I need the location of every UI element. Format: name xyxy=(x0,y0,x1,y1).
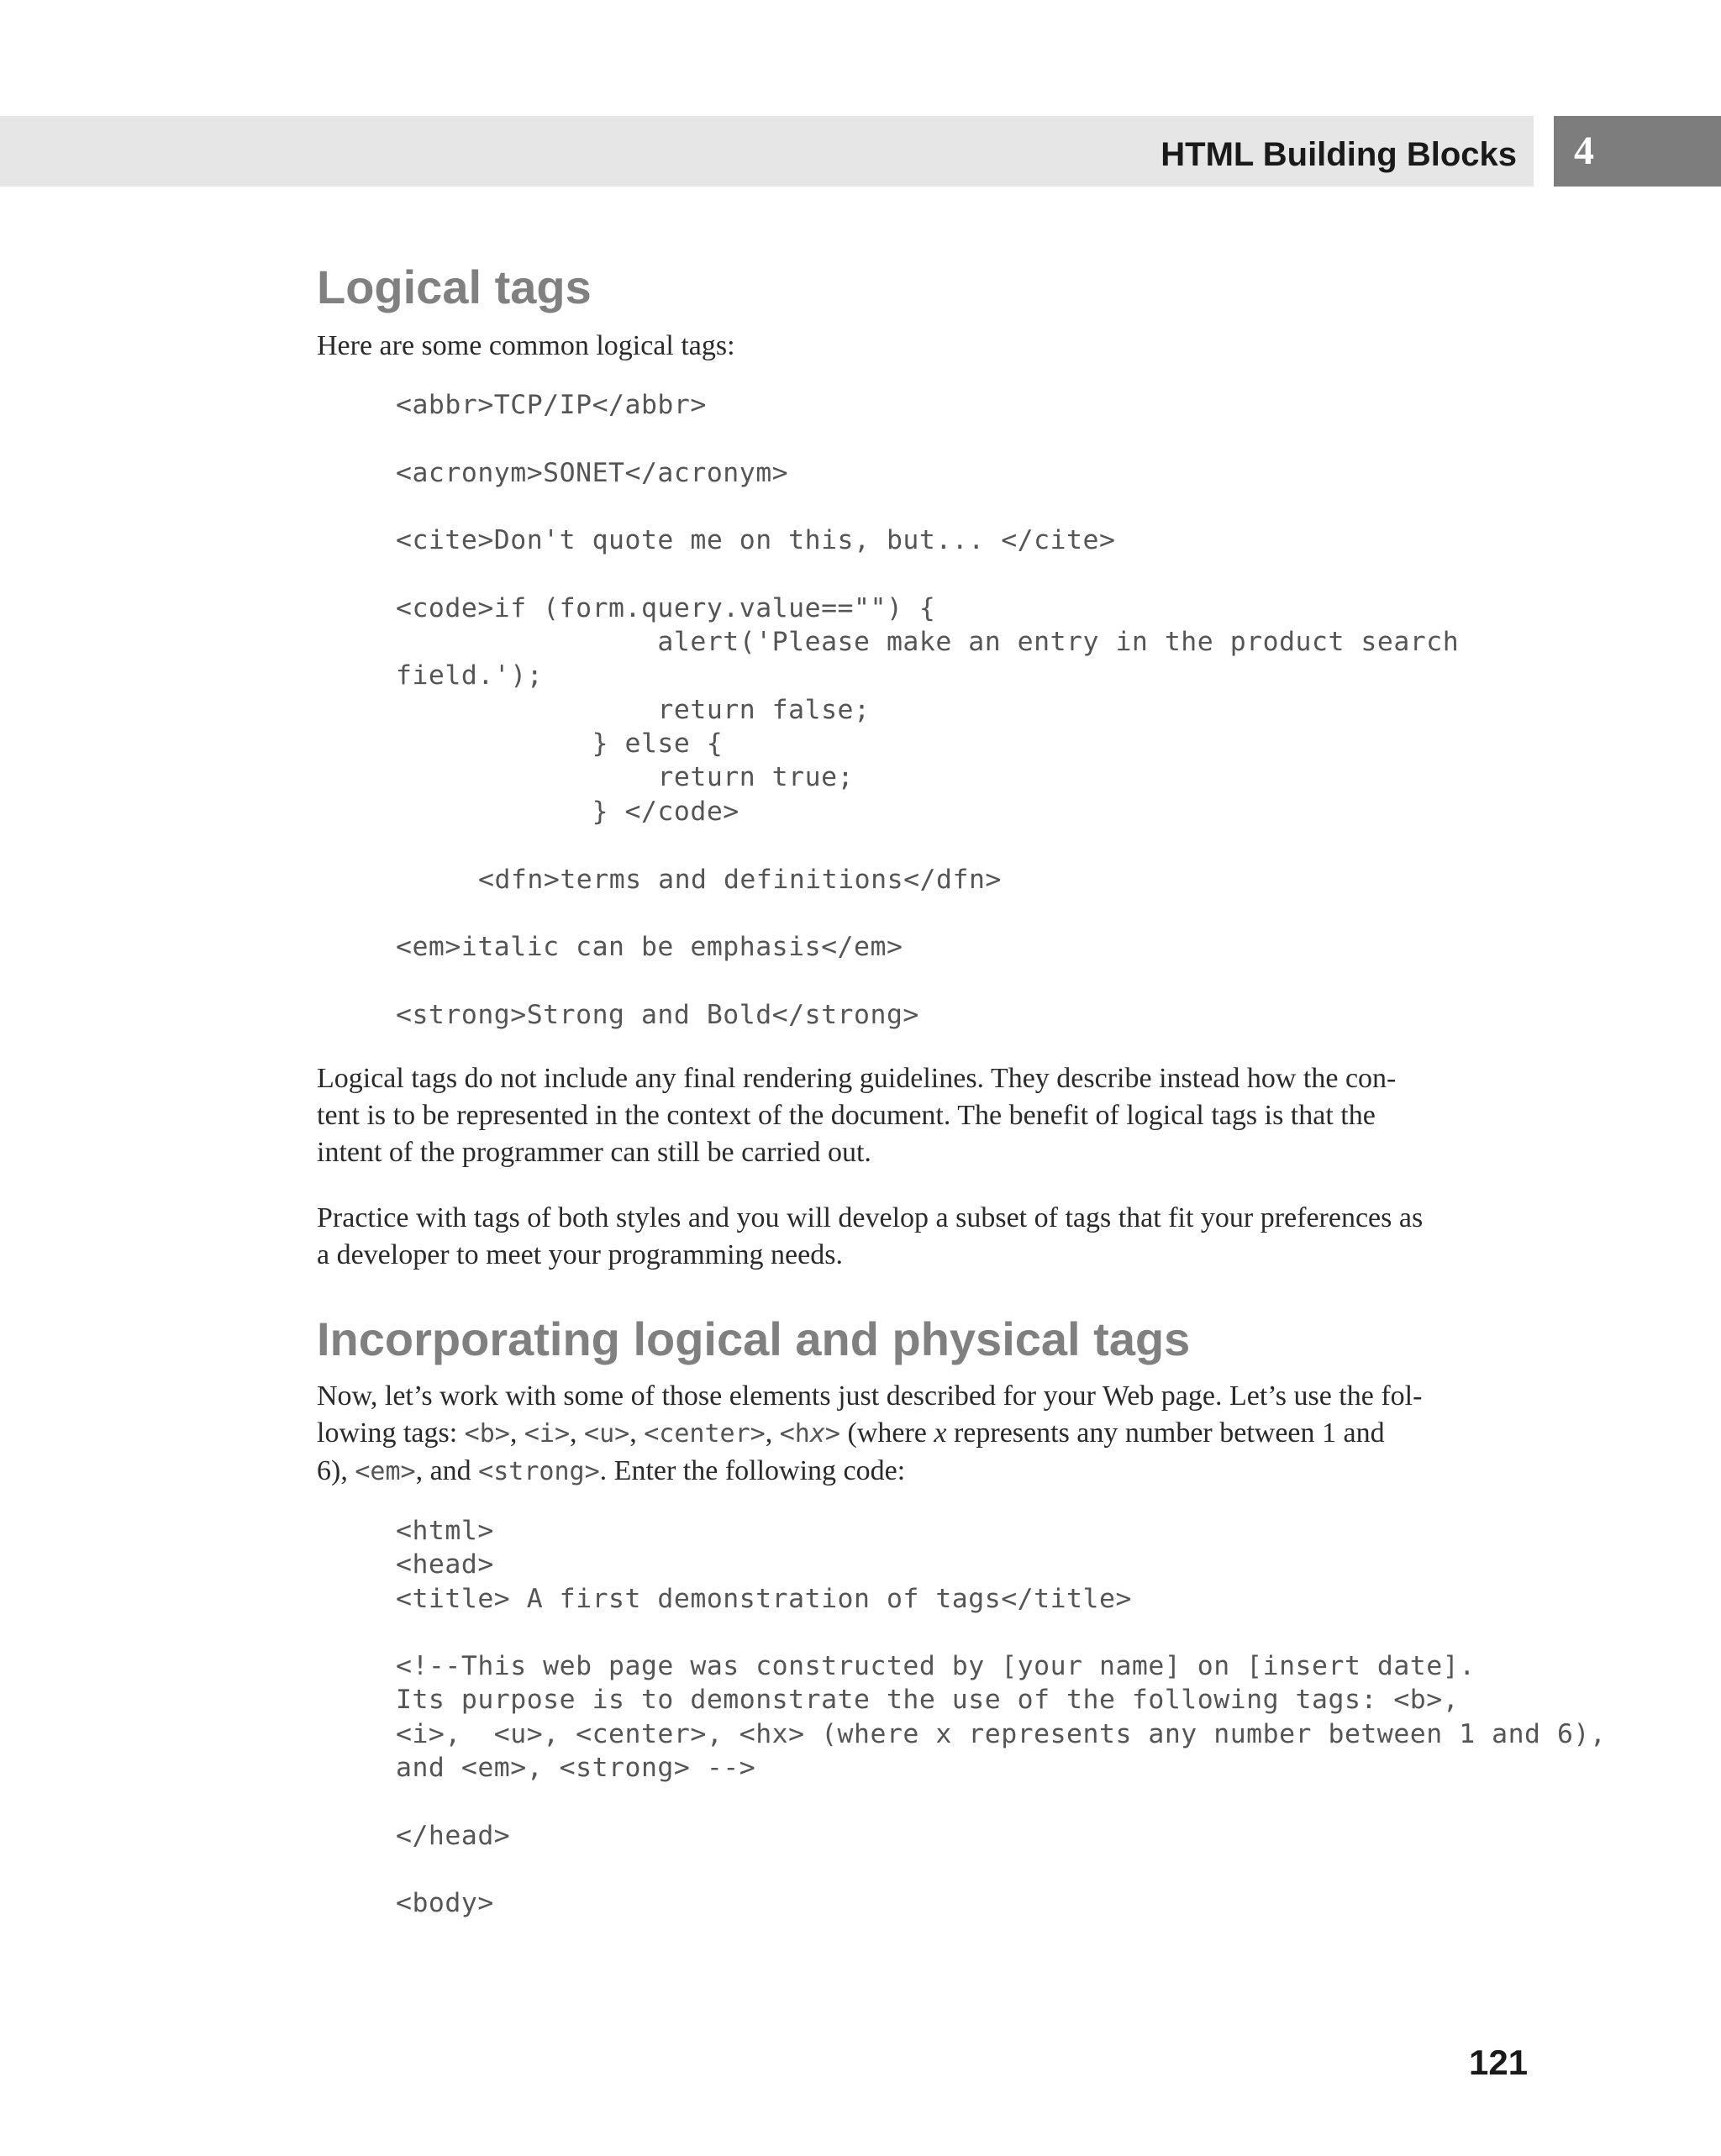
code-block-logical-tags: <abbr>TCP/IP</abbr> <acronym>SONET</acronym> <cite>Don't quote me on this, but... </cite> <code>if (form.query.value=="") { alert('Please make an entry in the product search field.'); return false; } else { return true; } </code> xyxy=(396,390,1460,827)
inline-code-i: <i> xyxy=(524,1419,571,1449)
section-heading-logical-tags: Logical tags xyxy=(317,260,592,313)
separator: , xyxy=(629,1417,645,1449)
paragraph-logical-tags-rendering: Logical tags do not include any final rendering guidelines. They describe instead how the con- tent is to be represented in the context of the document. The benefit of logical tags is that the intent of the programmer can still be carried out. xyxy=(317,1063,1397,1168)
inline-code-center: <center> xyxy=(644,1419,766,1449)
intro-text: 6), xyxy=(317,1455,355,1486)
inline-code-b: <b> xyxy=(464,1419,510,1449)
inline-code-em: <em> xyxy=(355,1457,416,1486)
running-header-title: HTML Building Blocks xyxy=(1160,136,1517,173)
intro-line-1: Now, let’s work with some of those elements just described for your Web page. Let’s use the fol- xyxy=(317,1380,1423,1412)
inline-code-hx-variable: x xyxy=(809,1419,825,1449)
inline-code-hx xyxy=(780,1419,840,1449)
inline-code-hx-close: > xyxy=(824,1419,840,1449)
intro-text: represents any number between 1 and xyxy=(946,1417,1385,1449)
separator: , xyxy=(570,1417,585,1449)
incorporating-intro xyxy=(317,1378,1544,1491)
section-heading-incorporating: Incorporating logical and physical tags xyxy=(317,1312,1191,1365)
chapter-number: 4 xyxy=(1574,129,1594,173)
logical-tags-intro: Here are some common logical tags: xyxy=(317,330,735,361)
separator: , xyxy=(509,1417,524,1449)
code-block-html-demo: <html> <head> <title> A first demonstration of tags</title> <!--This web page was constructed by [your name] on [insert date]. Its purpose is to demonstrate the use of the following tags: <b>, <i>, <u>, <center>, <hx> (where x represents any number between 1 and 6), and <em>, <strong> --> </head> <body> xyxy=(396,1516,1607,1919)
intro-text: . Enter the following code: xyxy=(599,1455,906,1486)
code-block-em-strong: <em>italic can be emphasis</em> <strong>Strong and Bold</strong> xyxy=(396,932,919,1030)
code-line-dfn: <dfn>terms and definitions</dfn> xyxy=(478,865,1002,895)
paragraph-practice: Practice with tags of both styles and you will develop a subset of tags that fit your preferences as a developer to meet your programming needs. xyxy=(317,1202,1424,1270)
page-number: 121 xyxy=(1469,2043,1529,2082)
variable-x: x xyxy=(934,1417,947,1449)
intro-text: (where xyxy=(839,1417,934,1449)
inline-code-u: <u> xyxy=(584,1419,630,1449)
intro-text: , and xyxy=(415,1455,479,1486)
separator: , xyxy=(765,1417,780,1449)
inline-code-hx-open: <h xyxy=(779,1419,810,1449)
intro-text: lowing tags: xyxy=(317,1417,465,1449)
inline-code-strong: <strong> xyxy=(478,1457,600,1486)
chapter-tab xyxy=(1554,116,1721,187)
